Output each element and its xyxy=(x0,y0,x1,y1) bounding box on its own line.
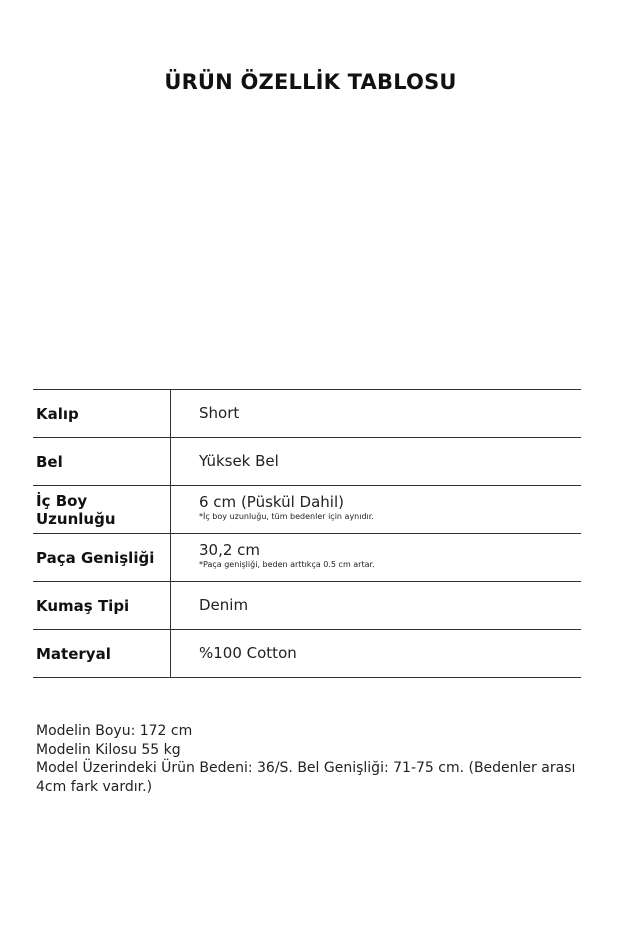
spec-row-ic-boy xyxy=(33,486,581,534)
spec-label: Kalıp xyxy=(33,390,171,437)
model-weight: Modelin Kilosu 55 kg xyxy=(36,741,181,758)
spec-label: Bel xyxy=(33,438,171,485)
spec-value-cell xyxy=(171,534,581,581)
spec-row-materyal xyxy=(33,630,581,678)
spec-value: 30,2 cm xyxy=(199,541,261,559)
model-size: Model Üzerindeki Ürün Bedeni: 36/S. Bel Genişliği: 71-75 cm. (Bedenler arası 4cm fark vardır.) xyxy=(36,760,576,795)
spec-row-kumas xyxy=(33,582,581,630)
model-height: Modelin Boyu: 172 cm xyxy=(36,723,193,739)
spec-value-cell xyxy=(171,390,581,437)
spec-value: Yüksek Bel xyxy=(199,452,279,470)
spec-note: *İç boy uzunluğu, tüm bedenler için aynıdır. xyxy=(199,512,374,521)
spec-value: Short xyxy=(199,404,240,422)
spec-value-cell xyxy=(171,438,581,485)
spec-row-kalip xyxy=(33,390,581,438)
spec-value-cell xyxy=(171,582,581,629)
spec-value: 6 cm (Püskül Dahil) xyxy=(199,493,344,511)
spec-row-bel xyxy=(33,438,581,486)
model-info xyxy=(36,722,576,796)
spec-value-cell xyxy=(171,630,581,677)
spec-label: Paça Genişliği xyxy=(33,534,171,581)
spec-label: Materyal xyxy=(33,630,171,677)
spec-table xyxy=(33,389,581,678)
page-title: ÜRÜN ÖZELLİK TABLOSU xyxy=(164,70,457,94)
spec-note: *Paça genişliği, beden arttıkça 0.5 cm artar. xyxy=(199,560,375,569)
spec-row-paca xyxy=(33,534,581,582)
spec-value: %100 Cotton xyxy=(199,644,297,662)
spec-value-cell xyxy=(171,486,581,533)
spec-label: Kumaş Tipi xyxy=(33,582,171,629)
spec-label: İç Boy Uzunluğu xyxy=(33,486,171,533)
spec-value: Denim xyxy=(199,596,249,614)
